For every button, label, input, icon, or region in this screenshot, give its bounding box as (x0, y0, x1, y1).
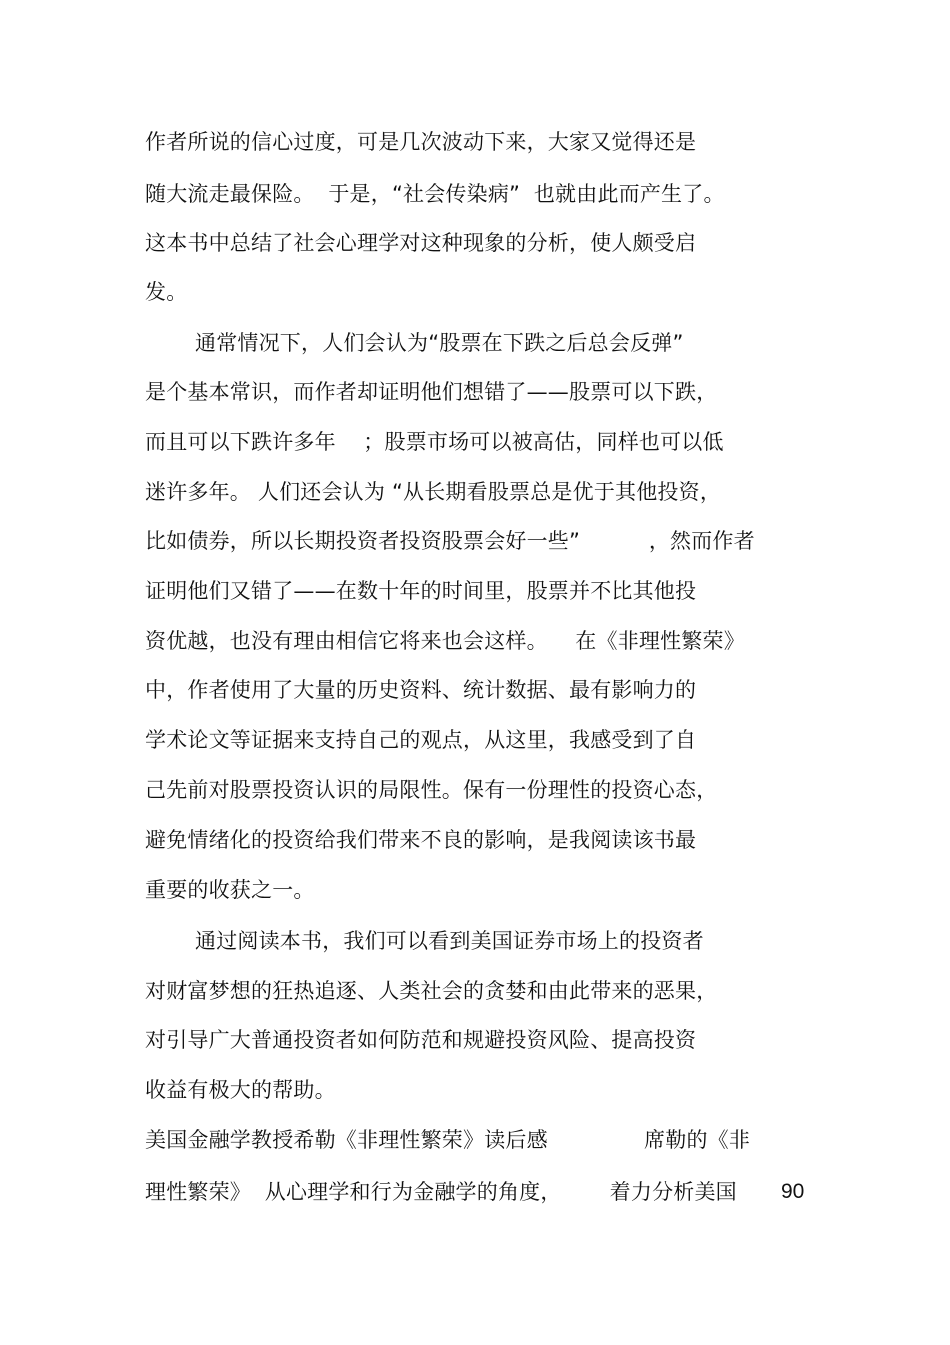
text-line: 证明他们又错了——在数十年的时间里，股票并不比其他投 (145, 579, 697, 603)
text-line: 迷许多年。 人们还会认为 “从长期看股票总是优于其他投资， (145, 480, 722, 504)
text-line: 随大流走最保险。 于是，“社会传染病” 也就由此而产生了。 (145, 182, 725, 206)
paragraph-first-line: 通常情况下，人们会认为“股票在下跌之后总会反弹” (195, 331, 684, 355)
text-line: 发。 (145, 280, 188, 304)
text-line: 资优越，也没有理由相信它将来也会这样。 在《非理性繁荣》 (145, 629, 745, 653)
text-line: 收益有极大的帮助。 (145, 1078, 336, 1102)
text-line: 己先前对股票投资认识的局限性。保有一份理性的投资心态， (145, 778, 718, 802)
text-line: 而且可以下跌许多年 ；股票市场可以被高估，同样也可以低 (145, 430, 724, 454)
text-line: 美国金融学教授希勒《非理性繁荣》读后感 席勒的《非 (145, 1128, 751, 1152)
text-line: 比如债券，所以长期投资者投资股票会好一些” ，然而作者 (145, 529, 755, 553)
text-line: 对财富梦想的狂热追逐、人类社会的贪婪和由此带来的恶果， (145, 979, 718, 1003)
text-line: 中，作者使用了大量的历史资料、统计数据、最有影响力的 (145, 678, 697, 702)
text-line: 作者所说的信心过度，可是几次波动下来，大家又觉得还是 (145, 130, 697, 154)
text-line: 学术论文等证据来支持自己的观点，从这里，我感受到了自 (145, 728, 697, 752)
paragraph-first-line: 通过阅读本书，我们可以看到美国证券市场上的投资者 (195, 929, 704, 953)
text-line: 理性繁荣》 从心理学和行为金融学的角度， 着力分析美国 (145, 1180, 737, 1204)
text-line: 重要的收获之一。 (145, 878, 315, 902)
text-line: 是个基本常识，而作者却证明他们想错了——股票可以下跌， (145, 380, 718, 404)
page-number: 90 (781, 1180, 805, 1203)
text-line: 这本书中总结了社会心理学对这种现象的分析，使人颇受启 (145, 231, 697, 255)
text-line: 对引导广大普通投资者如何防范和规避投资风险、提高投资 (145, 1028, 697, 1052)
text-line: 避免情绪化的投资给我们带来不良的影响，是我阅读该书最 (145, 828, 697, 852)
